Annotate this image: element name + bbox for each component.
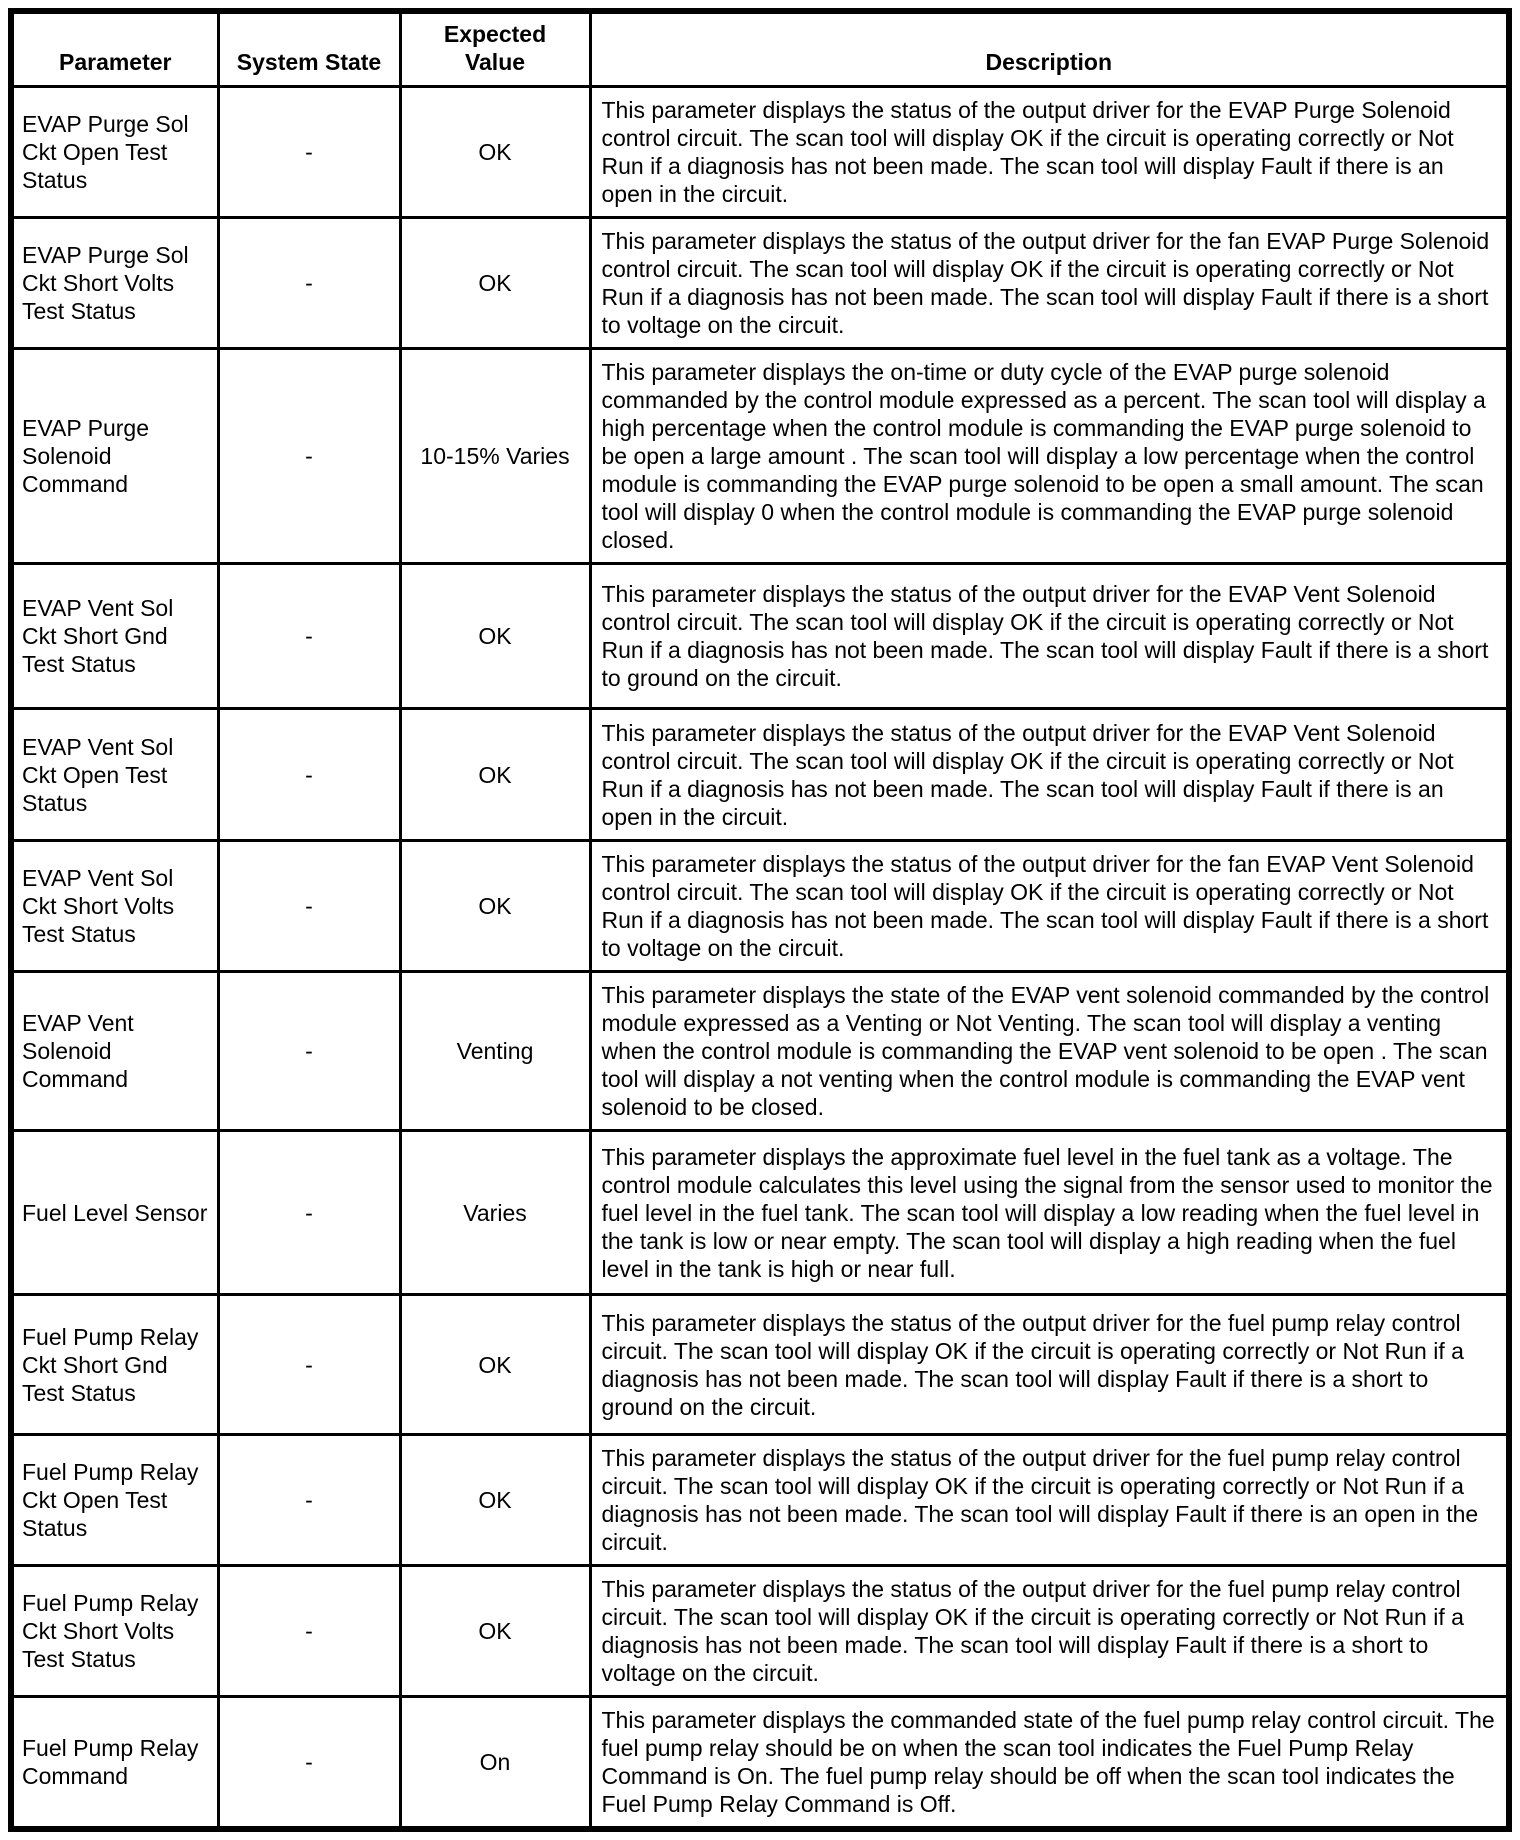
parameter-cell: EVAP Vent Solenoid Command bbox=[11, 972, 218, 1131]
column-header-parameter: Parameter bbox=[11, 11, 218, 87]
expected-value-cell: Venting bbox=[400, 972, 590, 1131]
system-state-cell: - bbox=[218, 564, 400, 709]
description-cell: This parameter displays the status of the output driver for the EVAP Vent Solenoid control circuit. The scan tool will display OK if the circuit is operating correctly or Not Run if a diagnosis has not been made. The scan tool will display Fault if there is a short to ground on the circuit. bbox=[590, 564, 1509, 709]
table-row bbox=[11, 709, 1509, 841]
table-row bbox=[11, 1697, 1509, 1830]
expected-value-cell: Varies bbox=[400, 1131, 590, 1295]
table-row bbox=[11, 972, 1509, 1131]
column-header-system-state: System State bbox=[218, 11, 400, 87]
parameter-cell: EVAP Vent Sol Ckt Open Test Status bbox=[11, 709, 218, 841]
description-cell: This parameter displays the status of the output driver for the EVAP Vent Solenoid control circuit. The scan tool will display OK if the circuit is operating correctly or Not Run if a diagnosis has not been made. The scan tool will display Fault if there is an open in the circuit. bbox=[590, 709, 1509, 841]
description-cell: This parameter displays the status of the output driver for the fan EVAP Purge Solenoid control circuit. The scan tool will display OK if the circuit is operating correctly or Not Run if a diagnosis has not been made. The scan tool will display Fault if there is a short to voltage on the circuit. bbox=[590, 218, 1509, 349]
parameter-cell: Fuel Pump Relay Ckt Open Test Status bbox=[11, 1435, 218, 1566]
table-row bbox=[11, 564, 1509, 709]
table-row bbox=[11, 841, 1509, 972]
system-state-cell: - bbox=[218, 709, 400, 841]
description-cell: This parameter displays the state of the EVAP vent solenoid commanded by the control module expressed as a Venting or Not Venting. The scan tool will display a venting when the control module is commanding the EVAP vent solenoid to be open . The scan tool will display a not venting when the control module is commanding the EVAP vent solenoid to be closed. bbox=[590, 972, 1509, 1131]
table-row bbox=[11, 87, 1509, 218]
column-header-expected-value-label: Expected Value bbox=[443, 21, 547, 75]
description-cell: This parameter displays the status of the output driver for the fan EVAP Vent Solenoid control circuit. The scan tool will display OK if the circuit is operating correctly or Not Run if a diagnosis has not been made. The scan tool will display Fault if there is a short to voltage on the circuit. bbox=[590, 841, 1509, 972]
system-state-cell: - bbox=[218, 1131, 400, 1295]
table-row bbox=[11, 218, 1509, 349]
description-cell: This parameter displays the status of the output driver for the EVAP Purge Solenoid control circuit. The scan tool will display OK if the circuit is operating correctly or Not Run if a diagnosis has not been made. The scan tool will display Fault if there is an open in the circuit. bbox=[590, 87, 1509, 218]
expected-value-cell: OK bbox=[400, 1295, 590, 1435]
parameter-cell: EVAP Purge Sol Ckt Short Volts Test Status bbox=[11, 218, 218, 349]
description-cell: This parameter displays the on-time or duty cycle of the EVAP purge solenoid commanded by the control module expressed as a percent. The scan tool will display a high percentage when the control module is commanding the EVAP purge solenoid to be open a large amount . The scan tool will display a low percentage when the control module is commanding the EVAP purge solenoid to be open a small amount. The scan tool will display 0 when the control module is commanding the EVAP purge solenoid closed. bbox=[590, 349, 1509, 564]
parameter-cell: EVAP Purge Sol Ckt Open Test Status bbox=[11, 87, 218, 218]
system-state-cell: - bbox=[218, 1295, 400, 1435]
table-row bbox=[11, 1435, 1509, 1566]
system-state-cell: - bbox=[218, 841, 400, 972]
column-header-description: Description bbox=[590, 11, 1509, 87]
expected-value-cell: OK bbox=[400, 1566, 590, 1697]
system-state-cell: - bbox=[218, 349, 400, 564]
description-cell: This parameter displays the status of the output driver for the fuel pump relay control circuit. The scan tool will display OK if the circuit is operating correctly or Not Run if a diagnosis has not been made. The scan tool will display Fault if there is a short to ground on the circuit. bbox=[590, 1295, 1509, 1435]
table-row bbox=[11, 1295, 1509, 1435]
header-row bbox=[11, 11, 1509, 87]
expected-value-cell: OK bbox=[400, 1435, 590, 1566]
table-row bbox=[11, 349, 1509, 564]
expected-value-cell: 10-15% Varies bbox=[400, 349, 590, 564]
table-row bbox=[11, 1566, 1509, 1697]
system-state-cell: - bbox=[218, 87, 400, 218]
expected-value-cell: OK bbox=[400, 709, 590, 841]
parameter-cell: EVAP Purge Solenoid Command bbox=[11, 349, 218, 564]
expected-value-cell: OK bbox=[400, 841, 590, 972]
system-state-cell: - bbox=[218, 1566, 400, 1697]
description-cell: This parameter displays the status of the output driver for the fuel pump relay control circuit. The scan tool will display OK if the circuit is operating correctly or Not Run if a diagnosis has not been made. The scan tool will display Fault if there is an open in the circuit. bbox=[590, 1435, 1509, 1566]
scan-tool-data-table bbox=[8, 8, 1512, 1832]
system-state-cell: - bbox=[218, 972, 400, 1131]
parameter-cell: Fuel Level Sensor bbox=[11, 1131, 218, 1295]
parameter-cell: Fuel Pump Relay Ckt Short Volts Test Status bbox=[11, 1566, 218, 1697]
system-state-cell: - bbox=[218, 1697, 400, 1830]
table-row bbox=[11, 1131, 1509, 1295]
parameter-cell: EVAP Vent Sol Ckt Short Volts Test Status bbox=[11, 841, 218, 972]
system-state-cell: - bbox=[218, 1435, 400, 1566]
parameter-cell: Fuel Pump Relay Ckt Short Gnd Test Status bbox=[11, 1295, 218, 1435]
parameter-cell: EVAP Vent Sol Ckt Short Gnd Test Status bbox=[11, 564, 218, 709]
description-cell: This parameter displays the commanded state of the fuel pump relay control circuit. The fuel pump relay should be on when the scan tool indicates the Fuel Pump Relay Command is On. The fuel pump relay should be off when the scan tool indicates the Fuel Pump Relay Command is Off. bbox=[590, 1697, 1509, 1830]
description-cell: This parameter displays the approximate fuel level in the fuel tank as a voltage. The control module calculates this level using the signal from the sensor used to monitor the fuel level in the fuel tank. The scan tool will display a low reading when the fuel level in the tank is low or near empty. The scan tool will display a high reading when the fuel level in the tank is high or near full. bbox=[590, 1131, 1509, 1295]
column-header-expected-value bbox=[400, 11, 590, 87]
expected-value-cell: OK bbox=[400, 564, 590, 709]
parameter-cell: Fuel Pump Relay Command bbox=[11, 1697, 218, 1830]
expected-value-cell: On bbox=[400, 1697, 590, 1830]
expected-value-cell: OK bbox=[400, 87, 590, 218]
description-cell: This parameter displays the status of the output driver for the fuel pump relay control circuit. The scan tool will display OK if the circuit is operating correctly or Not Run if a diagnosis has not been made. The scan tool will display Fault if there is a short to voltage on the circuit. bbox=[590, 1566, 1509, 1697]
system-state-cell: - bbox=[218, 218, 400, 349]
expected-value-cell: OK bbox=[400, 218, 590, 349]
